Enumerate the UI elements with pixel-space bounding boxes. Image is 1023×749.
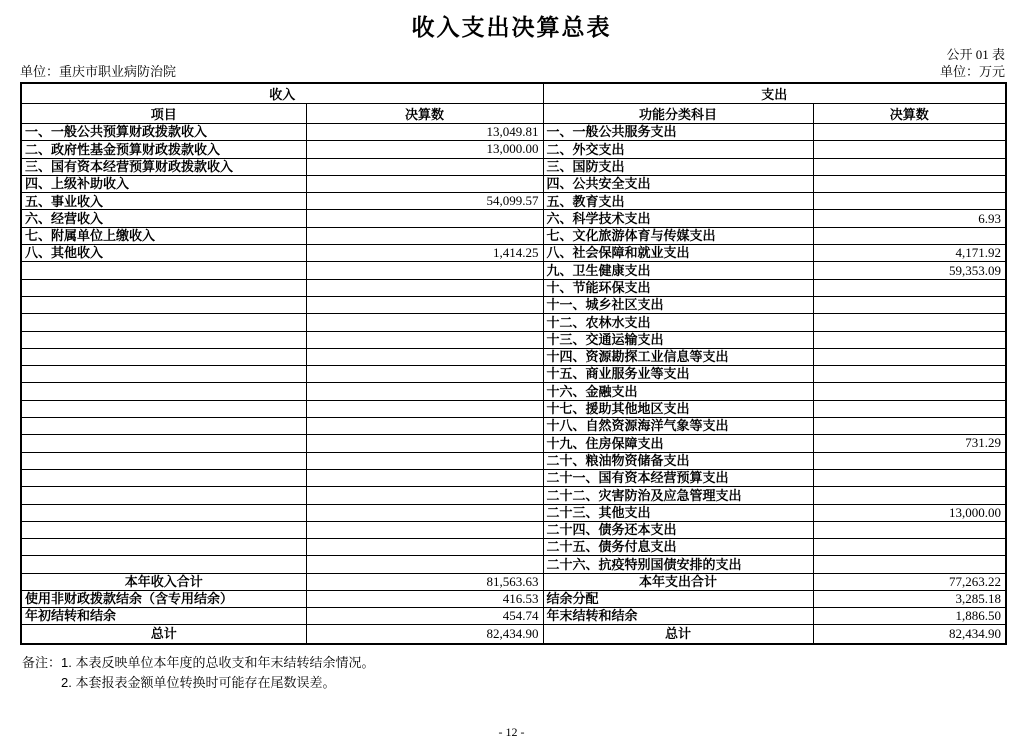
expense-amount-value (813, 452, 1006, 469)
table-code-label: 公开 01 表 (946, 47, 1005, 62)
income-amount-value: 54,099.57 (306, 193, 543, 210)
expense-item-label: 三、国防支出 (543, 158, 813, 175)
income-item-label: 五、事业收入 (21, 193, 306, 210)
income-item-label: 四、上级补助收入 (21, 175, 306, 192)
income-amount-value: 13,000.00 (306, 141, 543, 158)
income-item-label (21, 279, 306, 296)
expense-amount-value: 6.93 (813, 210, 1006, 227)
expense-amount-value (813, 366, 1006, 383)
table-row (21, 262, 1006, 279)
table-row (21, 348, 1006, 365)
unit-row (20, 61, 1005, 80)
income-amount-value (306, 521, 543, 538)
table-row (21, 400, 1006, 417)
col-header-income-amount: 决算数 (306, 104, 543, 124)
income-item-label (21, 521, 306, 538)
table-row (21, 314, 1006, 331)
table-row (21, 539, 1006, 556)
expense-amount-value (813, 279, 1006, 296)
income-item-label (21, 314, 306, 331)
expense-item-label: 十八、自然资源海洋气象等支出 (543, 418, 813, 435)
summary-expense-value: 1,886.50 (813, 607, 1006, 624)
expense-item-label: 二十五、债务付息支出 (543, 539, 813, 556)
income-amount-value: 1,414.25 (306, 245, 543, 262)
income-item-label (21, 331, 306, 348)
income-amount-value (306, 487, 543, 504)
income-item-label (21, 469, 306, 486)
income-amount-value: 13,049.81 (306, 124, 543, 141)
expense-item-label: 二十二、灾害防治及应急管理支出 (543, 487, 813, 504)
expense-item-label: 七、文化旅游体育与传媒支出 (543, 227, 813, 244)
income-amount-value (306, 504, 543, 521)
table-row (21, 296, 1006, 313)
summary-expense-label: 结余分配 (543, 590, 813, 607)
expense-item-label: 二十一、国有资本经营预算支出 (543, 469, 813, 486)
expense-amount-value (813, 331, 1006, 348)
expense-amount-value (813, 124, 1006, 141)
table-row (21, 141, 1006, 158)
expense-item-label: 八、社会保障和就业支出 (543, 245, 813, 262)
expense-item-label: 十九、住房保障支出 (543, 435, 813, 452)
income-amount-value (306, 158, 543, 175)
summary-expense-value: 77,263.22 (813, 573, 1006, 590)
table-row (21, 366, 1006, 383)
income-amount-value (306, 383, 543, 400)
income-amount-value (306, 210, 543, 227)
expense-item-label: 十四、资源勘探工业信息等支出 (543, 348, 813, 365)
income-amount-value (306, 227, 543, 244)
income-item-label: 一、一般公共预算财政拨款收入 (21, 124, 306, 141)
summary-row (21, 590, 1006, 607)
income-amount-value (306, 348, 543, 365)
summary-income-label: 年初结转和结余 (21, 607, 306, 624)
expense-section-header: 支出 (543, 83, 1006, 104)
expense-item-label: 十一、城乡社区支出 (543, 296, 813, 313)
income-section-header: 收入 (21, 83, 543, 104)
table-row (21, 521, 1006, 538)
income-item-label (21, 400, 306, 417)
income-amount-value (306, 296, 543, 313)
expense-item-label: 九、卫生健康支出 (543, 262, 813, 279)
column-header-row (21, 104, 1006, 124)
table-row (21, 418, 1006, 435)
expense-item-label: 二十四、债务还本支出 (543, 521, 813, 538)
expense-amount-value: 13,000.00 (813, 504, 1006, 521)
expense-amount-value (813, 418, 1006, 435)
expense-item-label: 二十六、抗疫特别国债安排的支出 (543, 556, 813, 573)
expense-amount-value: 59,353.09 (813, 262, 1006, 279)
income-item-label (21, 296, 306, 313)
expense-item-label: 十七、援助其他地区支出 (543, 400, 813, 417)
notes-lines (61, 653, 374, 693)
income-expense-table (20, 82, 1007, 645)
income-item-label (21, 348, 306, 365)
expense-item-label: 一、一般公共服务支出 (543, 124, 813, 141)
section-header-row (21, 83, 1006, 104)
expense-amount-value (813, 314, 1006, 331)
summary-income-value: 81,563.63 (306, 573, 543, 590)
table-row (21, 193, 1006, 210)
table-row (21, 487, 1006, 504)
expense-amount-value: 731.29 (813, 435, 1006, 452)
income-item-label (21, 452, 306, 469)
table-row (21, 227, 1006, 244)
table-row (21, 175, 1006, 192)
income-amount-value (306, 366, 543, 383)
expense-item-label: 十二、农林水支出 (543, 314, 813, 331)
income-amount-value (306, 539, 543, 556)
income-amount-value (306, 175, 543, 192)
page-title: 收入支出决算总表 (411, 14, 612, 40)
expense-amount-value (813, 487, 1006, 504)
income-amount-value (306, 400, 543, 417)
expense-amount-value (813, 521, 1006, 538)
expense-item-label: 十三、交通运输支出 (543, 331, 813, 348)
expense-amount-value (813, 400, 1006, 417)
expense-item-label: 十六、金融支出 (543, 383, 813, 400)
expense-item-label: 十、节能环保支出 (543, 279, 813, 296)
income-item-label: 七、附属单位上缴收入 (21, 227, 306, 244)
income-amount-value (306, 314, 543, 331)
income-amount-value (306, 469, 543, 486)
summary-expense-label: 总计 (543, 624, 813, 644)
expense-amount-value (813, 227, 1006, 244)
summary-income-value: 416.53 (306, 590, 543, 607)
income-item-label: 八、其他收入 (21, 245, 306, 262)
summary-income-value: 454.74 (306, 607, 543, 624)
expense-item-label: 六、科学技术支出 (543, 210, 813, 227)
summary-expense-label: 年末结转和结余 (543, 607, 813, 624)
income-amount-value (306, 279, 543, 296)
col-header-expense-amount: 决算数 (813, 104, 1006, 124)
notes (22, 653, 374, 693)
table-row (21, 435, 1006, 452)
note-line-2: 2. 本套报表金额单位转换时可能存在尾数误差。 (61, 675, 336, 690)
income-amount-value (306, 435, 543, 452)
expense-amount-value (813, 158, 1006, 175)
table-row (21, 469, 1006, 486)
income-item-label (21, 383, 306, 400)
expense-item-label: 二十、粮油物资储备支出 (543, 452, 813, 469)
income-item-label (21, 418, 306, 435)
income-amount-value (306, 262, 543, 279)
income-item-label (21, 435, 306, 452)
table-row (21, 279, 1006, 296)
summary-row (21, 624, 1006, 644)
table-row (21, 452, 1006, 469)
col-header-expense-function: 功能分类科目 (543, 104, 813, 124)
expense-amount-value (813, 348, 1006, 365)
income-item-label (21, 556, 306, 573)
unit-measure-label: 单位：万元 (939, 64, 1005, 79)
summary-expense-label: 本年支出合计 (543, 573, 813, 590)
table-row (21, 210, 1006, 227)
table-row (21, 245, 1006, 262)
income-item-label: 六、经营收入 (21, 210, 306, 227)
income-amount-value (306, 418, 543, 435)
expense-amount-value (813, 296, 1006, 313)
income-amount-value (306, 331, 543, 348)
summary-income-label: 本年收入合计 (21, 573, 306, 590)
table-row (21, 331, 1006, 348)
income-item-label (21, 366, 306, 383)
summary-income-label: 总计 (21, 624, 306, 644)
income-item-label (21, 262, 306, 279)
table-row (21, 556, 1006, 573)
expense-amount-value: 4,171.92 (813, 245, 1006, 262)
expense-amount-value (813, 556, 1006, 573)
income-amount-value (306, 452, 543, 469)
summary-expense-value: 3,285.18 (813, 590, 1006, 607)
table-row (21, 504, 1006, 521)
income-item-label: 三、国有资本经营预算财政拨款收入 (21, 158, 306, 175)
income-item-label (21, 487, 306, 504)
unit-name-label: 单位：重庆市职业病防治院 (20, 64, 177, 79)
income-item-label: 二、政府性基金预算财政拨款收入 (21, 141, 306, 158)
page-number: - 12 - (498, 725, 525, 739)
expense-item-label: 五、教育支出 (543, 193, 813, 210)
expense-item-label: 二十三、其他支出 (543, 504, 813, 521)
expense-amount-value (813, 469, 1006, 486)
expense-amount-value (813, 193, 1006, 210)
table-row (21, 124, 1006, 141)
expense-item-label: 十五、商业服务业等支出 (543, 366, 813, 383)
expense-item-label: 四、公共安全支出 (543, 175, 813, 192)
summary-row (21, 573, 1006, 590)
expense-amount-value (813, 175, 1006, 192)
expense-amount-value (813, 539, 1006, 556)
table-row (21, 158, 1006, 175)
expense-amount-value (813, 141, 1006, 158)
expense-item-label: 二、外交支出 (543, 141, 813, 158)
income-item-label (21, 504, 306, 521)
income-item-label (21, 539, 306, 556)
table-row (21, 383, 1006, 400)
summary-income-value: 82,434.90 (306, 624, 543, 644)
note-line-1: 1. 本表反映单位本年度的总收支和年末结转结余情况。 (61, 655, 375, 670)
expense-amount-value (813, 383, 1006, 400)
col-header-income-item: 项目 (21, 104, 306, 124)
summary-expense-value: 82,434.90 (813, 624, 1006, 644)
notes-label: 备注： (22, 655, 62, 670)
summary-row (21, 607, 1006, 624)
income-amount-value (306, 556, 543, 573)
summary-income-label: 使用非财政拨款结余（含专用结余） (21, 590, 306, 607)
